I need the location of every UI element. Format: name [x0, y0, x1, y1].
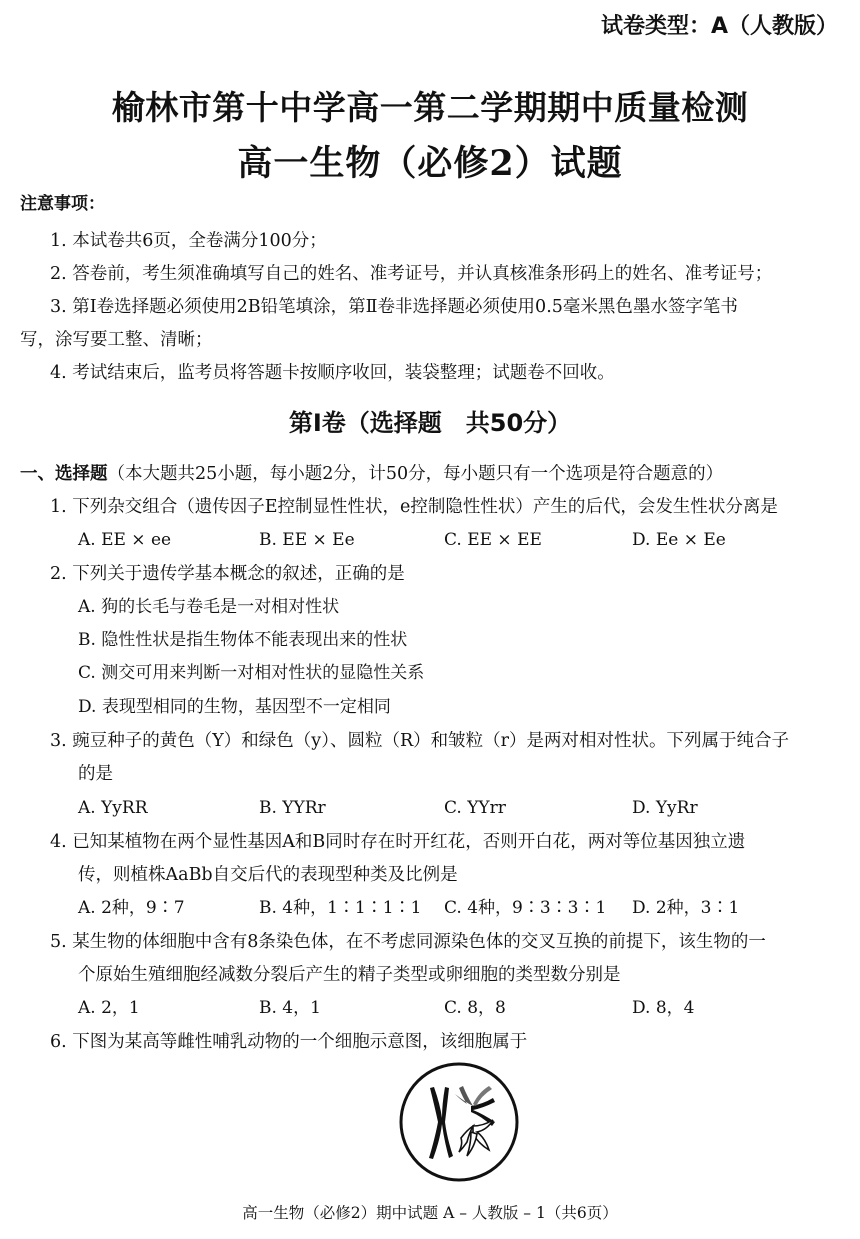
question-3-option-d: D. YyRr: [632, 798, 698, 818]
question-1-option-c: C. EE × EE: [444, 530, 542, 550]
question-1-stem: 1. 下列杂交组合（遗传因子E控制显性性状，e控制隐性性状）产生的后代，会发生性状分离是: [50, 497, 778, 517]
note-item: 3. 第Ⅰ卷选择题必须使用2B铅笔填涂，第Ⅱ卷非选择题必须使用0.5毫米黑色墨水签字笔书: [50, 297, 738, 317]
note-item: 2. 答卷前，考生须准确填写自己的姓名、准考证号，并认真核准条形码上的姓名、准考证号；: [50, 264, 773, 284]
part-heading-label: 一、选择题: [20, 464, 108, 484]
part-heading-instructions: （本大题共25小题，每小题2分，计50分，每小题只有一个选项是符合题意的）: [107, 464, 724, 484]
question-4-option-d: D. 2种，3∶1: [632, 898, 740, 918]
question-5-option-c: C. 8，8: [444, 998, 506, 1018]
question-3-option-b: B. YYRr: [259, 798, 326, 818]
exam-title: 榆林市第十中学高一第二学期期中质量检测: [111, 88, 749, 127]
question-5-option-a: A. 2，1: [78, 998, 140, 1018]
question-5-option-b: B. 4，1: [259, 998, 321, 1018]
question-2-stem: 2. 下列关于遗传学基本概念的叙述，正确的是: [50, 564, 405, 584]
paper-type-label: 试卷类型：A（人教版）: [600, 14, 838, 39]
question-4-option-a: A. 2种，9∶7: [78, 898, 185, 918]
cell-diagram: [397, 1060, 521, 1184]
question-3-stem: 3. 豌豆种子的黄色（Y）和绿色（y）、圆粒（R）和皱粒（r）是两对相对性状。下列属于纯合子: [50, 731, 789, 751]
question-4-stem: 4. 已知某植物在两个显性基因A和B同时存在时开红花，否则开白花，两对等位基因独立遗: [50, 832, 746, 852]
note-item-continued: 写，涂写要工整、清晰；: [20, 330, 213, 350]
chromosome-upper-right: [455, 1086, 495, 1126]
notes-heading: 注意事项：: [20, 194, 105, 214]
question-4-option-c: C. 4种，9∶3∶3∶1: [444, 898, 607, 918]
question-1-option-d: D. Ee × Ee: [632, 530, 726, 550]
question-4-option-b: B. 4种，1∶1∶1∶1: [259, 898, 422, 918]
chromosome-lower-right-light: [459, 1120, 493, 1156]
question-1-option-a: A. EE × ee: [78, 530, 172, 550]
part-heading: [20, 464, 723, 485]
question-4-stem-continued: 传，则植株AaBb自交后代的表现型种类及比例是: [78, 865, 458, 885]
question-2-option-c: C. 测交可用来判断一对相对性状的显隐性关系: [78, 663, 425, 683]
page-footer: 高一生物（必修2）期中试题 A – 人教版 – 1（共6页）: [242, 1204, 618, 1222]
subject-title: 高一生物（必修2）试题: [237, 143, 623, 184]
question-3-option-a: A. YyRR: [78, 798, 148, 818]
chromosome-large-dark: [429, 1087, 453, 1159]
question-3-option-c: C. YYrr: [444, 798, 506, 818]
question-5-option-d: D. 8，4: [632, 998, 695, 1018]
question-5-stem-continued: 个原始生殖细胞经减数分裂后产生的精子类型或卵细胞的类型数分别是: [78, 965, 621, 985]
question-1-option-b: B. EE × Ee: [259, 530, 355, 550]
question-5-stem: 5. 某生物的体细胞中含有8条染色体，在不考虑同源染色体的交叉互换的前提下，该生物的一: [50, 932, 766, 952]
question-2-option-d: D. 表现型相同的生物，基因型不一定相同: [78, 697, 391, 717]
note-item: 4. 考试结束后，监考员将答题卡按顺序收回，装袋整理；试题卷不回收。: [50, 363, 615, 383]
note-item: 1. 本试卷共6页，全卷满分100分；: [50, 231, 327, 251]
question-6-stem: 6. 下图为某高等雌性哺乳动物的一个细胞示意图，该细胞属于: [50, 1032, 528, 1052]
question-2-option-a: A. 狗的长毛与卷毛是一对相对性状: [78, 597, 340, 617]
section-title: 第Ⅰ卷（选择题 共50分）: [288, 409, 572, 437]
question-2-option-b: B. 隐性性状是指生物体不能表现出来的性状: [78, 630, 408, 650]
cell-membrane: [401, 1064, 517, 1180]
question-3-stem-continued: 的是: [78, 764, 113, 784]
